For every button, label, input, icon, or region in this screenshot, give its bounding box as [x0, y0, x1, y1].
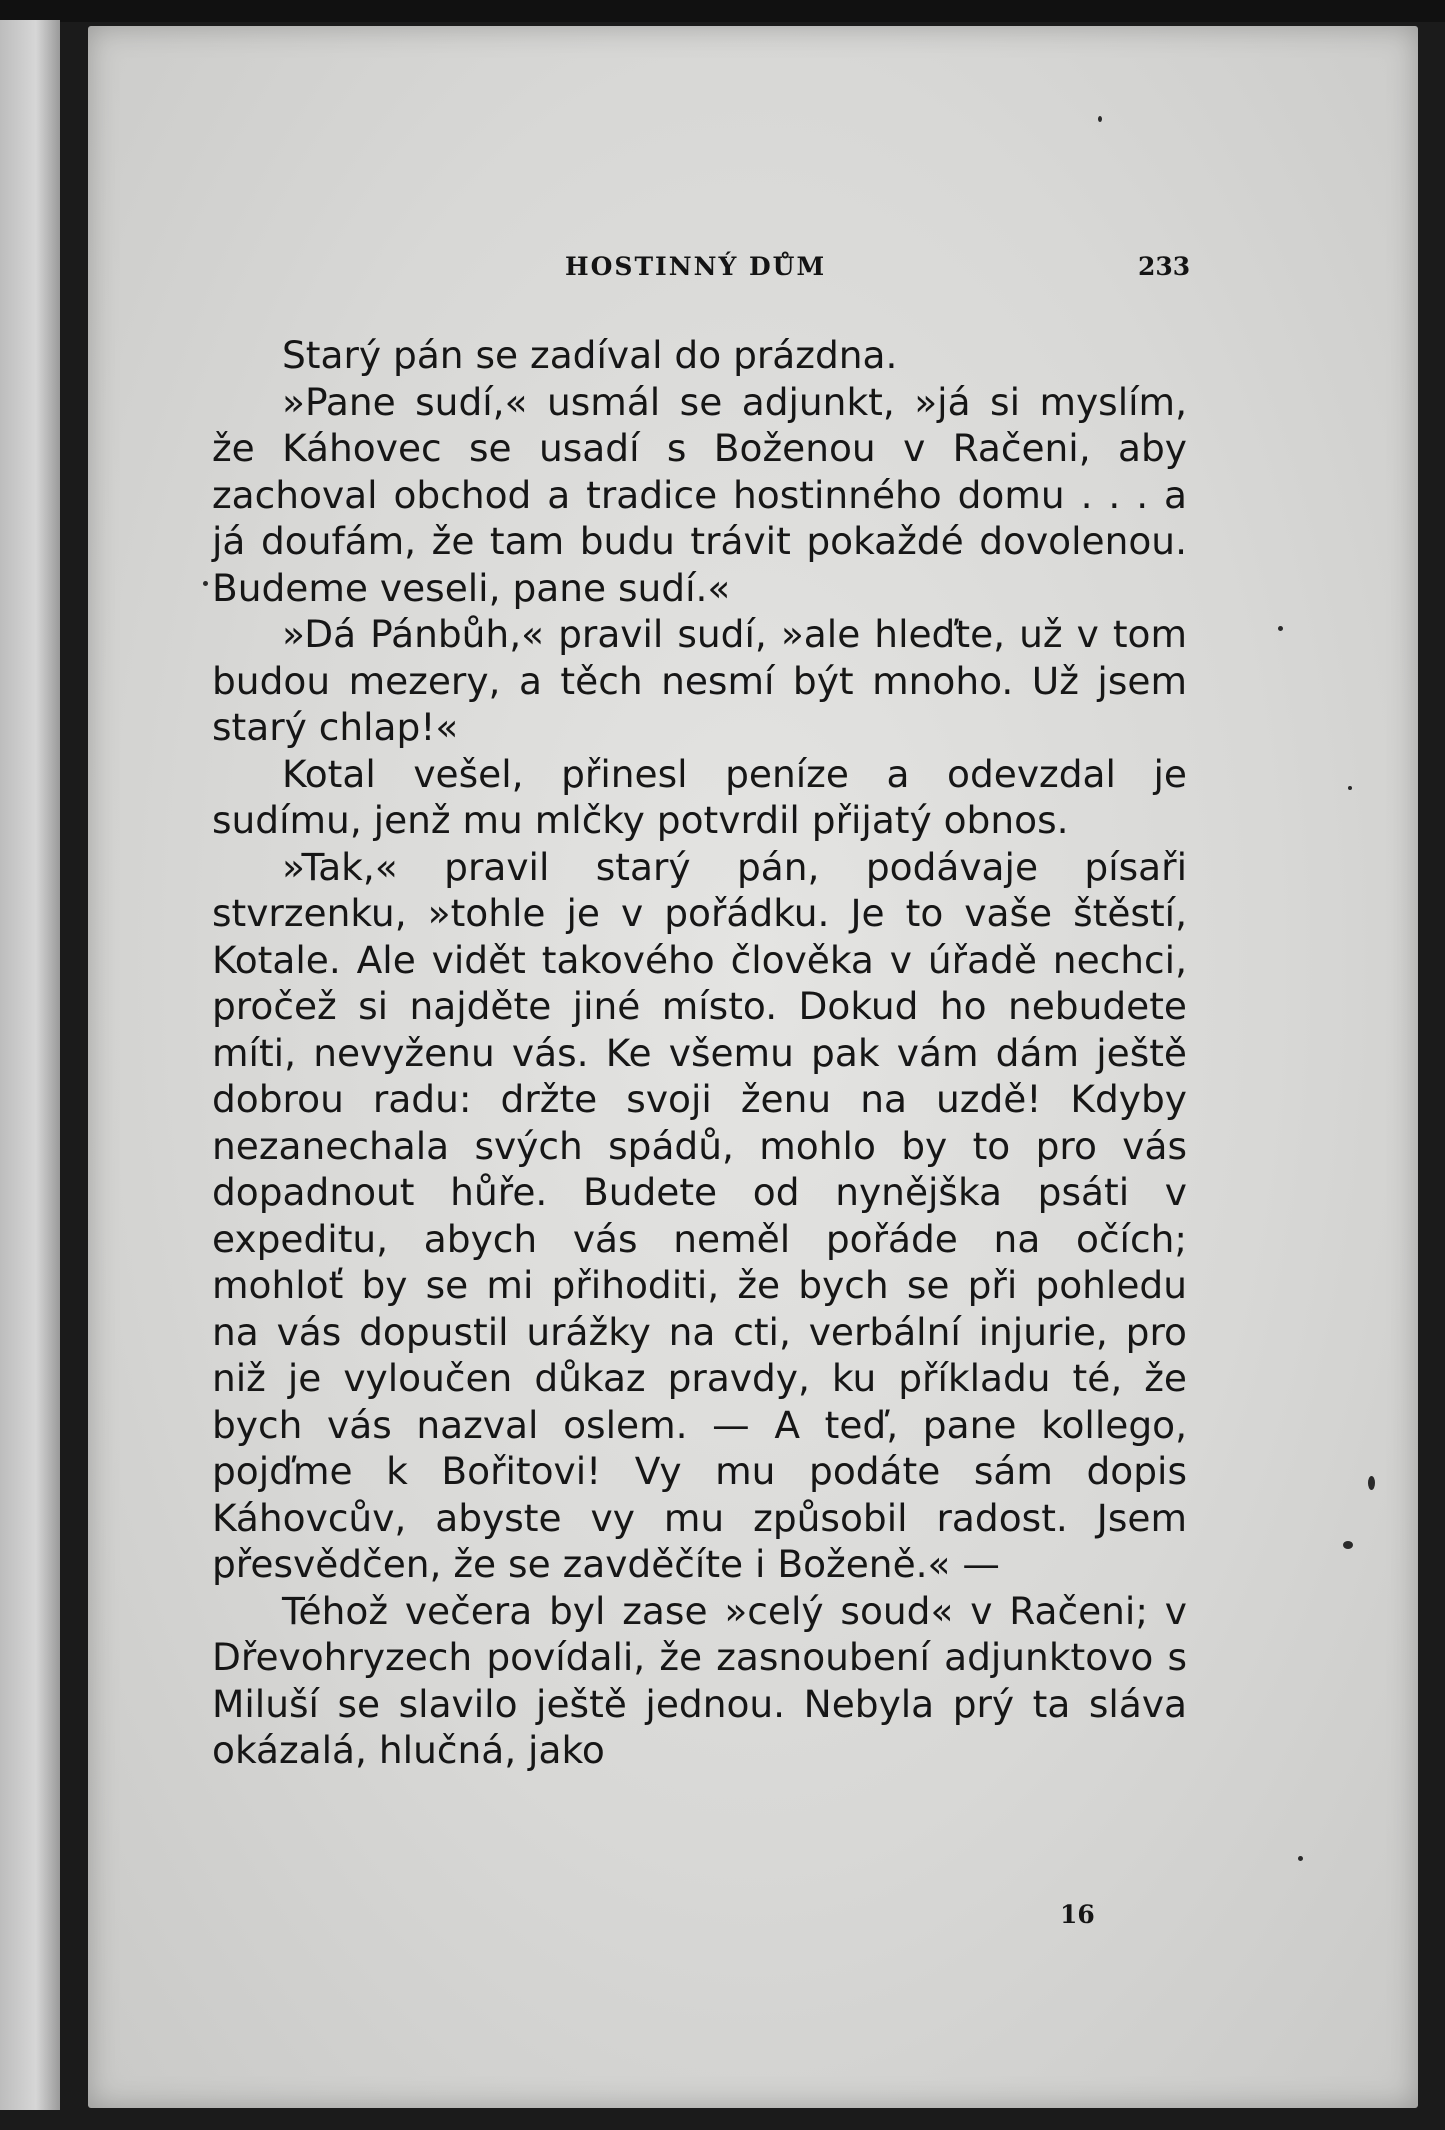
signature-mark: 16: [1060, 1900, 1095, 1929]
scan-speck: [1298, 1856, 1303, 1861]
page-number: 233: [1138, 252, 1191, 281]
paragraph: »Dá Pánbůh,« pravil sudí, »ale hleďte, už v tom budou mezery, a těch nesmí být mnoho. Už jsem starý chlap!«: [212, 612, 1187, 749]
paragraph: Starý pán se zadíval do prázdna.: [282, 333, 898, 377]
paragraph: Téhož večera byl zase »celý soud« v Račeni; v Dřevohryzech povídali, že zasnoubení adjunktovo s Miluší se slavilo ještě jednou. Nebyla prý ta sláva okázalá, hlučná, jako: [212, 1588, 1187, 1772]
scan-speck: [1278, 626, 1283, 631]
scan-speck: [203, 581, 208, 586]
scan-speck: [1368, 1476, 1375, 1490]
paragraph: Kotal vešel, přinesl peníze a odevzdal je sudímu, jenž mu mlčky potvrdil přijatý obnos.: [212, 751, 1187, 842]
scan-speck: [1098, 116, 1102, 122]
scan-speck: [1343, 1541, 1353, 1549]
paragraph: »Tak,« pravil starý pán, podávaje písaři stvrzenku, »tohle je v pořádku. Je to vaše štěstí, Kotale. Ale vidět takového člověka v úřadě nechci, pročež si najděte jiné místo. Dokud ho nebudete míti, nevyženu vás. Ke všemu pak vám dám ještě dobrou radu: držte svoji ženu na uzdě! Kdyby nezanechala svých spádů, mohlo by to pro vás dopadnout hůře. Budete od nynějška psáti v expeditu, abych vás neměl pořáde na očích; mohloť by se mi přihoditi, že bych se při pohledu na vás dopustil urážky na cti, verbální injurie, pro niž je vyloučen důkaz pravdy, ku příkladu té, že bych vás nazval oslem. — A teď, pane kollego, pojďme k Bořitovi! Vy mu podáte sám dopis Káhovcův, abyste vy mu způsobil radost. Jsem přesvědčen, že se zavděčíte i Boženě.« —: [212, 844, 1187, 1586]
previous-page-edge: [0, 20, 60, 2110]
running-title: HOSTINNÝ DŮM: [565, 252, 827, 281]
body-text: [212, 332, 1187, 1774]
page-header: [0, 252, 1445, 292]
scan-top-edge: [0, 0, 1445, 22]
paragraph: »Pane sudí,« usmál se adjunkt, »já si myslím, že Káhovec se usadí s Boženou v Račeni, aby zachoval obchod a tradice hostinného domu . . . a já doufám, že tam budu trávit pokaždé dovolenou. Budeme veseli, pane sudí.«: [212, 379, 1187, 610]
scan-speck: [1348, 786, 1352, 790]
